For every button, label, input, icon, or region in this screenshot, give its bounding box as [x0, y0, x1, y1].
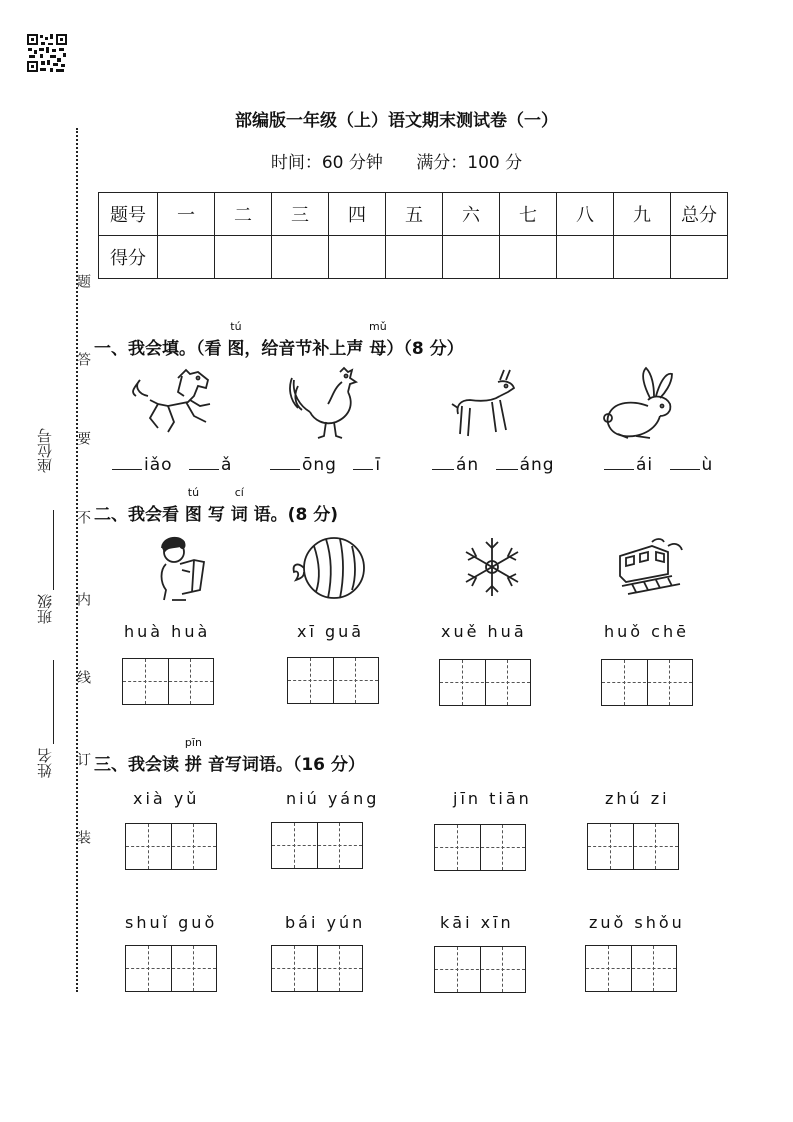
section3-heading-text: 三、我会读: [94, 755, 185, 775]
score-table-header-label: 题号: [99, 193, 158, 236]
pinyin-label: zuǒ shǒu: [589, 913, 685, 932]
writing-grid[interactable]: [287, 657, 379, 704]
fill-item: [432, 454, 555, 475]
pinyin-label: xī guā: [297, 622, 365, 641]
pinyin-label: huǒ chē: [604, 622, 689, 641]
syllable-final: ī: [375, 455, 382, 475]
ruby-pinyin: tú: [187, 486, 200, 499]
syllable-final: ù: [701, 455, 714, 475]
fill-item: [270, 454, 381, 475]
binding-dotted-line: [76, 128, 78, 992]
writing-grid[interactable]: [587, 823, 679, 870]
snowflake-icon: [460, 534, 524, 600]
exam-info: [0, 148, 793, 173]
score-col-header: 八: [557, 193, 614, 236]
pinyin-label: shuǐ guǒ: [125, 913, 218, 932]
section2-heading-text: 二、我会看: [94, 505, 185, 525]
name-label: 姓名: [36, 748, 54, 778]
ruby-base: 图: [184, 505, 202, 525]
class-field[interactable]: [53, 510, 54, 590]
section2-heading-text: 写: [201, 505, 231, 525]
fill-item: [112, 454, 232, 475]
ruby-char: [184, 486, 202, 525]
writing-grid[interactable]: [439, 659, 531, 706]
writing-grid[interactable]: [271, 945, 363, 992]
seal-char: 答: [75, 352, 91, 366]
class-label: 班级: [36, 594, 54, 624]
full-score: 满分：100 分: [416, 153, 523, 173]
syllable-final: iǎo: [144, 455, 173, 475]
section3-heading: [94, 736, 365, 775]
score-cell[interactable]: [386, 236, 443, 279]
pinyin-label: kāi xīn: [440, 913, 514, 932]
train-icon: [612, 536, 688, 600]
score-col-header: 九: [614, 193, 671, 236]
section1-heading-text: 一、我会填。（看: [94, 339, 228, 359]
time-limit: 时间：60 分钟: [270, 153, 383, 173]
score-col-header: 四: [329, 193, 386, 236]
rabbit-icon: [600, 366, 684, 442]
score-cell[interactable]: [614, 236, 671, 279]
score-col-header: 五: [386, 193, 443, 236]
writing-grid[interactable]: [125, 823, 217, 870]
initial-blank[interactable]: [496, 454, 518, 470]
score-col-header: 三: [272, 193, 329, 236]
seal-char: 题: [75, 274, 91, 288]
pinyin-label: huà huà: [124, 622, 211, 641]
seal-char: 订: [75, 752, 91, 766]
seal-char: 装: [75, 830, 91, 844]
fill-item: [604, 454, 713, 475]
ruby-char: [230, 486, 248, 525]
writing-grid[interactable]: [585, 945, 677, 992]
initial-blank[interactable]: [670, 454, 700, 470]
score-col-header: 二: [215, 193, 272, 236]
writing-grid[interactable]: [125, 945, 217, 992]
score-col-header: 一: [158, 193, 215, 236]
initial-blank[interactable]: [112, 454, 142, 470]
name-field[interactable]: [53, 660, 54, 744]
writing-grid[interactable]: [434, 946, 526, 993]
pinyin-label: zhú zi: [605, 789, 670, 808]
page-title: 部编版一年级（上）语文期末测试卷（一）: [235, 111, 558, 131]
section3-heading-text: 音写词语。（16 分）: [201, 755, 365, 775]
qr-code-icon: [26, 33, 68, 73]
pinyin-label: bái yún: [285, 913, 366, 932]
score-cell[interactable]: [671, 236, 728, 279]
ruby-char: [369, 320, 387, 359]
score-cell[interactable]: [215, 236, 272, 279]
ruby-base: 拼: [184, 755, 202, 775]
score-table-row-label: 得分: [99, 236, 158, 279]
initial-blank[interactable]: [604, 454, 634, 470]
rooster-icon: [284, 364, 362, 442]
seal-char: 要: [75, 431, 91, 445]
section1-heading: [94, 320, 464, 359]
section2-heading: [94, 486, 338, 525]
syllable-final: ǎ: [220, 455, 233, 475]
writing-grid[interactable]: [271, 822, 363, 869]
syllable-final: ōng: [302, 455, 337, 475]
score-cell[interactable]: [329, 236, 386, 279]
pinyin-label: jīn tiān: [453, 789, 532, 808]
initial-blank[interactable]: [270, 454, 300, 470]
seat-number-label: 座位号: [36, 428, 54, 473]
initial-blank[interactable]: [353, 454, 373, 470]
score-table-score-row: [99, 236, 728, 279]
watermelon-icon: [290, 534, 370, 602]
score-cell[interactable]: [557, 236, 614, 279]
seal-char: 内: [75, 592, 91, 606]
score-cell[interactable]: [158, 236, 215, 279]
section1-heading-text: ，给音节补上声: [244, 339, 370, 359]
score-cell[interactable]: [443, 236, 500, 279]
score-col-header: 六: [443, 193, 500, 236]
pinyin-label: xuě huā: [441, 622, 527, 641]
ruby-base: 母: [369, 339, 387, 359]
initial-blank[interactable]: [189, 454, 219, 470]
ruby-char: [227, 320, 245, 359]
ruby-char: [184, 736, 202, 775]
writing-grid[interactable]: [434, 824, 526, 871]
ruby-base: 词: [230, 505, 248, 525]
pinyin-label: niú yáng: [286, 789, 380, 808]
syllable-final: áng: [519, 455, 555, 475]
score-table: [98, 192, 728, 279]
boy-drawing-icon: [152, 534, 214, 604]
score-col-header: 总分: [671, 193, 728, 236]
initial-blank[interactable]: [432, 454, 454, 470]
ruby-pinyin: tú: [230, 320, 242, 333]
seal-char: 不: [75, 510, 91, 524]
score-col-header: 七: [500, 193, 557, 236]
ruby-pinyin: cí: [234, 486, 244, 499]
section2-heading-text: 语。(8 分): [247, 505, 338, 525]
score-table-header-row: [99, 193, 728, 236]
section1-heading-text: ）（8 分）: [386, 339, 464, 359]
horse-icon: [128, 366, 216, 440]
syllable-final: án: [456, 455, 480, 475]
writing-grid[interactable]: [122, 658, 214, 705]
goat-icon: [448, 366, 522, 440]
score-cell[interactable]: [272, 236, 329, 279]
seal-char: 线: [75, 670, 91, 684]
pinyin-label: xià yǔ: [133, 789, 200, 808]
ruby-base: 图: [227, 339, 245, 359]
ruby-pinyin: mǔ: [369, 320, 387, 333]
syllable-final: ái: [636, 455, 654, 475]
score-cell[interactable]: [500, 236, 557, 279]
writing-grid[interactable]: [601, 659, 693, 706]
ruby-pinyin: pīn: [184, 736, 202, 749]
